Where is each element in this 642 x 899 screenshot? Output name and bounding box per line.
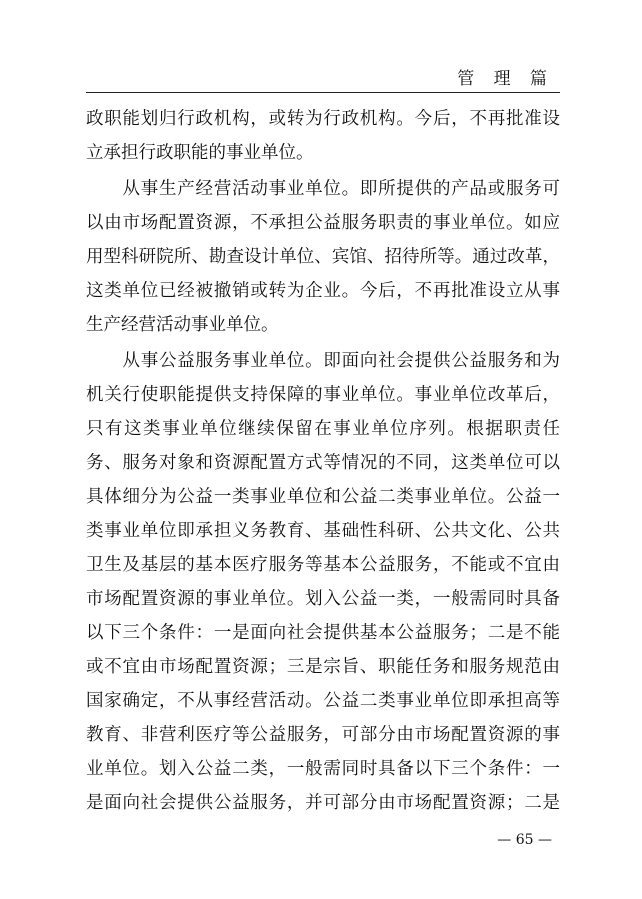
text-line: 从事公益服务事业单位。即面向社会提供公益服务和为 [86, 351, 560, 371]
text-line: 是面向社会提供公益服务，并可部分由市场配置资源；二是 [86, 793, 560, 813]
running-header: 管 理 篇 [457, 69, 554, 89]
page-number: — 65 — [497, 832, 552, 848]
text-line: 或不宜由市场配置资源；三是宗旨、职能任务和服务规范由 [86, 657, 560, 677]
text-line: 业单位。划入公益二类，一般需同时具备以下三个条件：一 [86, 759, 560, 779]
text-line: 生产经营活动事业单位。 [86, 315, 279, 335]
text-line: 类事业单位即承担义务教育、基础性科研、公共文化、公共 [86, 521, 560, 541]
text-line: 以由市场配置资源，不承担公益服务职责的事业单位。如应 [86, 213, 560, 233]
text-line: 卫生及基层的基本医疗服务等基本公益服务，不能或不宜由 [86, 555, 560, 575]
text-line: 只有这类事业单位继续保留在事业单位序列。根据职责任 [86, 419, 560, 439]
text-line: 这类单位已经被撤销或转为企业。今后，不再批准设立从事 [86, 281, 560, 301]
text-line: 以下三个条件：一是面向社会提供基本公益服务；二是不能 [86, 623, 560, 643]
text-line: 国家确定，不从事经营活动。公益二类事业单位即承担高等 [86, 691, 560, 711]
body-text [86, 102, 560, 820]
text-line: 具体细分为公益一类事业单位和公益二类事业单位。公益一 [86, 487, 560, 507]
text-line: 政职能划归行政机构，或转为行政机构。今后，不再批准设 [86, 109, 560, 129]
header-divider [86, 92, 560, 93]
text-line: 从事生产经营活动事业单位。即所提供的产品或服务可 [86, 179, 560, 199]
text-line: 市场配置资源的事业单位。划入公益一类，一般需同时具备 [86, 589, 560, 609]
text-line: 立承担行政职能的事业单位。 [86, 143, 314, 163]
text-line: 教育、非营利医疗等公益服务，可部分由市场配置资源的事 [86, 725, 560, 745]
text-line: 务、服务对象和资源配置方式等情况的不同，这类单位可以 [86, 453, 560, 473]
text-line: 机关行使职能提供支持保障的事业单位。事业单位改革后， [86, 385, 560, 405]
text-line: 用型科研院所、勘查设计单位、宾馆、招待所等。通过改革， [86, 247, 560, 267]
